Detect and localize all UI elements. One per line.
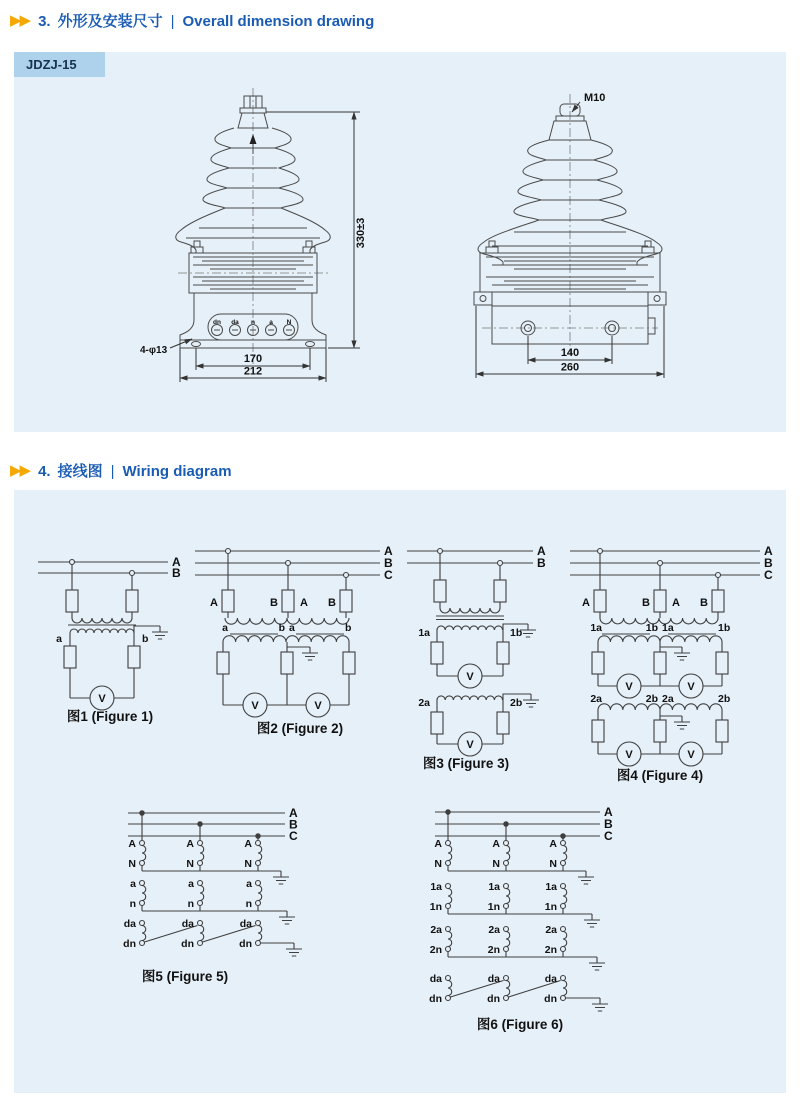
terminal-arrow-icon <box>250 134 257 144</box>
winding-label: da <box>487 973 500 985</box>
terminal-label: dn <box>213 319 221 326</box>
winding-label: b <box>142 633 149 645</box>
winding-label: dn <box>123 938 136 950</box>
section-arrow-icon: ▶▶ <box>10 462 30 479</box>
winding-label: 2a <box>590 693 602 705</box>
bus-label: A <box>172 555 181 569</box>
bus-label: A <box>289 806 298 820</box>
voltmeter-label: V <box>314 700 322 712</box>
winding-label: dn <box>181 938 194 950</box>
winding-label: 2a <box>662 693 674 705</box>
winding-label: n <box>187 898 194 910</box>
winding-label: 2a <box>418 697 430 709</box>
winding-label: A <box>244 838 252 850</box>
bus-label: A <box>537 544 546 558</box>
winding-label: N <box>434 858 442 870</box>
bus-label: C <box>384 568 393 582</box>
figure-5 <box>123 806 302 984</box>
section-3-number: 3. <box>38 13 51 30</box>
figure-caption: 图1 (Figure 1) <box>66 709 154 724</box>
winding-label: 2n <box>487 944 500 956</box>
voltmeter-label: V <box>251 700 259 712</box>
front-view-drawing <box>140 88 367 382</box>
outer-width-dimension-label: 212 <box>243 365 263 378</box>
winding-label: da <box>123 918 136 930</box>
section-4-divider: | <box>110 463 115 480</box>
winding-label: a <box>222 622 228 634</box>
section-3-header <box>10 10 374 31</box>
figure-6 <box>429 805 613 1032</box>
winding-label: da <box>181 918 194 930</box>
figure-1 <box>38 555 181 724</box>
winding-label: N <box>244 858 252 870</box>
winding-label: N <box>549 858 557 870</box>
winding-label: b <box>278 622 285 634</box>
winding-label: a <box>130 878 136 890</box>
winding-label: 1a <box>418 627 430 639</box>
winding-label: A <box>186 838 194 850</box>
bus-label: B <box>764 556 773 570</box>
winding-label: N <box>492 858 500 870</box>
bus-label: C <box>764 568 773 582</box>
winding-label: N <box>186 858 194 870</box>
voltmeter-label: V <box>466 671 474 683</box>
winding-label: a <box>246 878 252 890</box>
figure-caption: 图4 (Figure 4) <box>616 768 704 783</box>
winding-label: a <box>188 878 194 890</box>
section-4-number: 4. <box>38 463 51 480</box>
winding-label: 1n <box>544 901 557 913</box>
winding-label: a <box>289 622 295 634</box>
bus-label: B <box>604 817 613 831</box>
winding-label: A <box>128 838 136 850</box>
voltmeter-label: V <box>625 749 633 761</box>
winding-label: A <box>549 838 557 850</box>
winding-label: dn <box>429 993 442 1005</box>
fuse-label: B <box>270 597 278 609</box>
outline-drawing-canvas <box>14 52 786 432</box>
fuse-label: A <box>300 597 308 609</box>
fuse-label: A <box>672 597 680 609</box>
terminal-label: N <box>286 319 292 326</box>
winding-label: 1a <box>430 881 442 893</box>
bus-label: C <box>604 829 613 843</box>
fuse-label: A <box>582 597 590 609</box>
figure-caption: 图5 (Figure 5) <box>141 969 229 984</box>
winding-label: dn <box>544 993 557 1005</box>
figure-caption: 图2 (Figure 2) <box>256 721 344 736</box>
bus-label: A <box>764 544 773 558</box>
winding-label: 1n <box>487 901 500 913</box>
mounting-hole-callout: 4-φ13 <box>140 345 168 356</box>
figure-caption: 图6 (Figure 6) <box>476 1017 564 1032</box>
figure-caption: 图3 (Figure 3) <box>422 756 510 771</box>
winding-label: n <box>245 898 252 910</box>
winding-label: b <box>345 622 352 634</box>
bus-label: B <box>537 556 546 570</box>
bus-label: A <box>384 544 393 558</box>
winding-label: 1a <box>590 622 602 634</box>
outer-width-dimension-label: 260 <box>560 361 580 374</box>
inner-width-dimension-label: 140 <box>560 347 580 359</box>
model-tab: JDZJ-15 <box>14 52 105 77</box>
fuse-label: B <box>642 597 650 609</box>
figure-4 <box>570 544 773 783</box>
figure-3 <box>407 544 546 771</box>
winding-label: 2a <box>545 924 557 936</box>
voltmeter-label: V <box>625 681 633 693</box>
winding-label: N <box>128 858 136 870</box>
bus-label: B <box>289 817 298 832</box>
section-arrow-icon: ▶▶ <box>10 12 30 29</box>
winding-label: 1a <box>488 881 500 893</box>
bus-label: B <box>384 556 393 570</box>
outline-dimension-panel <box>14 52 786 432</box>
winding-label: 2b <box>510 697 523 709</box>
winding-label: 1a <box>662 622 674 634</box>
thread-callout-label: M10 <box>584 92 606 104</box>
terminal-label: da <box>231 319 239 326</box>
winding-label: 2b <box>645 693 658 705</box>
winding-label: 2a <box>430 924 442 936</box>
winding-label: da <box>429 973 442 985</box>
winding-label: 2b <box>718 693 731 705</box>
wiring-diagram-panel <box>14 490 786 1093</box>
winding-label: A <box>434 838 442 850</box>
voltmeter-label: V <box>98 693 106 705</box>
winding-label: da <box>544 973 557 985</box>
bus-label: C <box>289 829 298 843</box>
winding-label: 1b <box>718 622 731 634</box>
winding-label: dn <box>239 938 252 950</box>
voltmeter-label: V <box>687 681 695 693</box>
section-4-title-zh: 接线图 <box>57 463 103 480</box>
winding-label: 1a <box>545 881 557 893</box>
winding-label: 2n <box>429 944 442 956</box>
section-4-header <box>10 460 232 481</box>
section-3-title-zh: 外形及安装尺寸 <box>57 13 163 30</box>
fuse-label: A <box>210 597 218 609</box>
winding-label: 1b <box>645 622 658 634</box>
section-3-divider: | <box>170 13 175 30</box>
height-dimension-label: 330±3 <box>355 217 367 249</box>
winding-label: a <box>56 633 62 645</box>
terminal-label: n <box>251 319 255 326</box>
terminal-labels <box>213 319 292 326</box>
fuse-label: B <box>328 597 336 609</box>
terminal-label: a <box>269 319 273 326</box>
winding-label: 2a <box>488 924 500 936</box>
winding-label: da <box>239 918 252 930</box>
fuse-label: B <box>700 597 708 609</box>
winding-label: 1n <box>429 901 442 913</box>
figure-2 <box>195 544 393 736</box>
voltmeter-label: V <box>466 739 474 751</box>
winding-label: 1b <box>510 627 523 639</box>
bus-label: B <box>172 566 181 580</box>
winding-label: dn <box>487 993 500 1005</box>
section-3-title-en: Overall dimension drawing <box>182 13 375 30</box>
inner-width-dimension-label: 170 <box>243 353 263 365</box>
section-4-title-en: Wiring diagram <box>122 463 232 480</box>
winding-label: 2n <box>544 944 557 956</box>
side-view-drawing <box>474 92 666 378</box>
bus-label: A <box>604 805 613 819</box>
wiring-diagrams-canvas <box>14 490 786 1093</box>
voltmeter-label: V <box>687 749 695 761</box>
winding-label: A <box>492 838 500 850</box>
winding-label: n <box>129 898 136 910</box>
